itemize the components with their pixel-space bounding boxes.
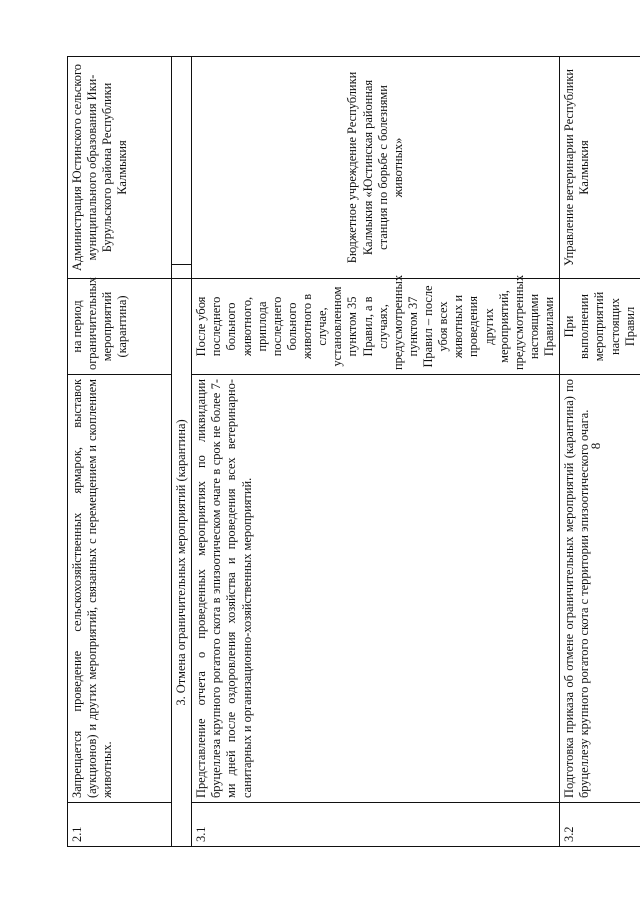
table-row bbox=[68, 56, 172, 846]
period-text: При выполнении мероприятий настоящих Правил bbox=[560, 279, 640, 375]
section-title: 3. Отмена ограничительных мероприятий (карантина) bbox=[172, 279, 192, 847]
period-text: на период ограничительных мероприятий (карантина) bbox=[68, 279, 172, 375]
measures-table bbox=[67, 56, 640, 847]
row-number: 2.1 bbox=[68, 803, 172, 847]
responsible-text: Администрация Юстинского сельского муниципального образования Ики-Бурульского района Республики Калмыкия bbox=[68, 56, 172, 278]
period-text: После убоя последнего больного животного, приплода последнего больного животного в случае, установленном пунктом 35 Правил, а в случаях, предусмотренных пунктом 37 Правил – после убоя всех животных и проведения других мероприятий, предусмотренных настоящими Правилами bbox=[192, 279, 560, 375]
measure-text: Представление отчета о проведенных мероприятиях по ликвидации бруцеллеза крупного рогатого скота в эпизоотическом очаге в срок не более 7-ми дней после оздоровления хозяйства и проведения всех ветеринарно-санитарных и организационно-хозяйственных мероприятий. bbox=[192, 375, 560, 803]
responsible-text: Управление ветеринарии Республики Калмыкия bbox=[560, 56, 640, 278]
measure-text: Запрещается проведение сельскохозяйственных ярмарок, выставок (аукционов) и других мероприятий, связанных с перемещением и скоплением животных. bbox=[68, 375, 172, 803]
section-header-row bbox=[172, 56, 192, 846]
row-number: 3.2 bbox=[560, 803, 640, 847]
table-row bbox=[192, 56, 560, 846]
page-number: 8 bbox=[588, 442, 603, 450]
row-number: 3.1 bbox=[192, 803, 560, 847]
measure-text: Подготовка приказа об отмене ограничительных мероприятий (карантина) по бруцеллезу крупного рогатого скота с территории эпизоотического очага. bbox=[560, 375, 640, 803]
responsible-text: Бюджетное учреждение Республики Калмыкия «Юстинская районная станция по борьбе с болезнями животных» bbox=[192, 56, 560, 278]
rotated-table-area bbox=[67, 57, 637, 847]
empty-cell bbox=[172, 56, 192, 264]
